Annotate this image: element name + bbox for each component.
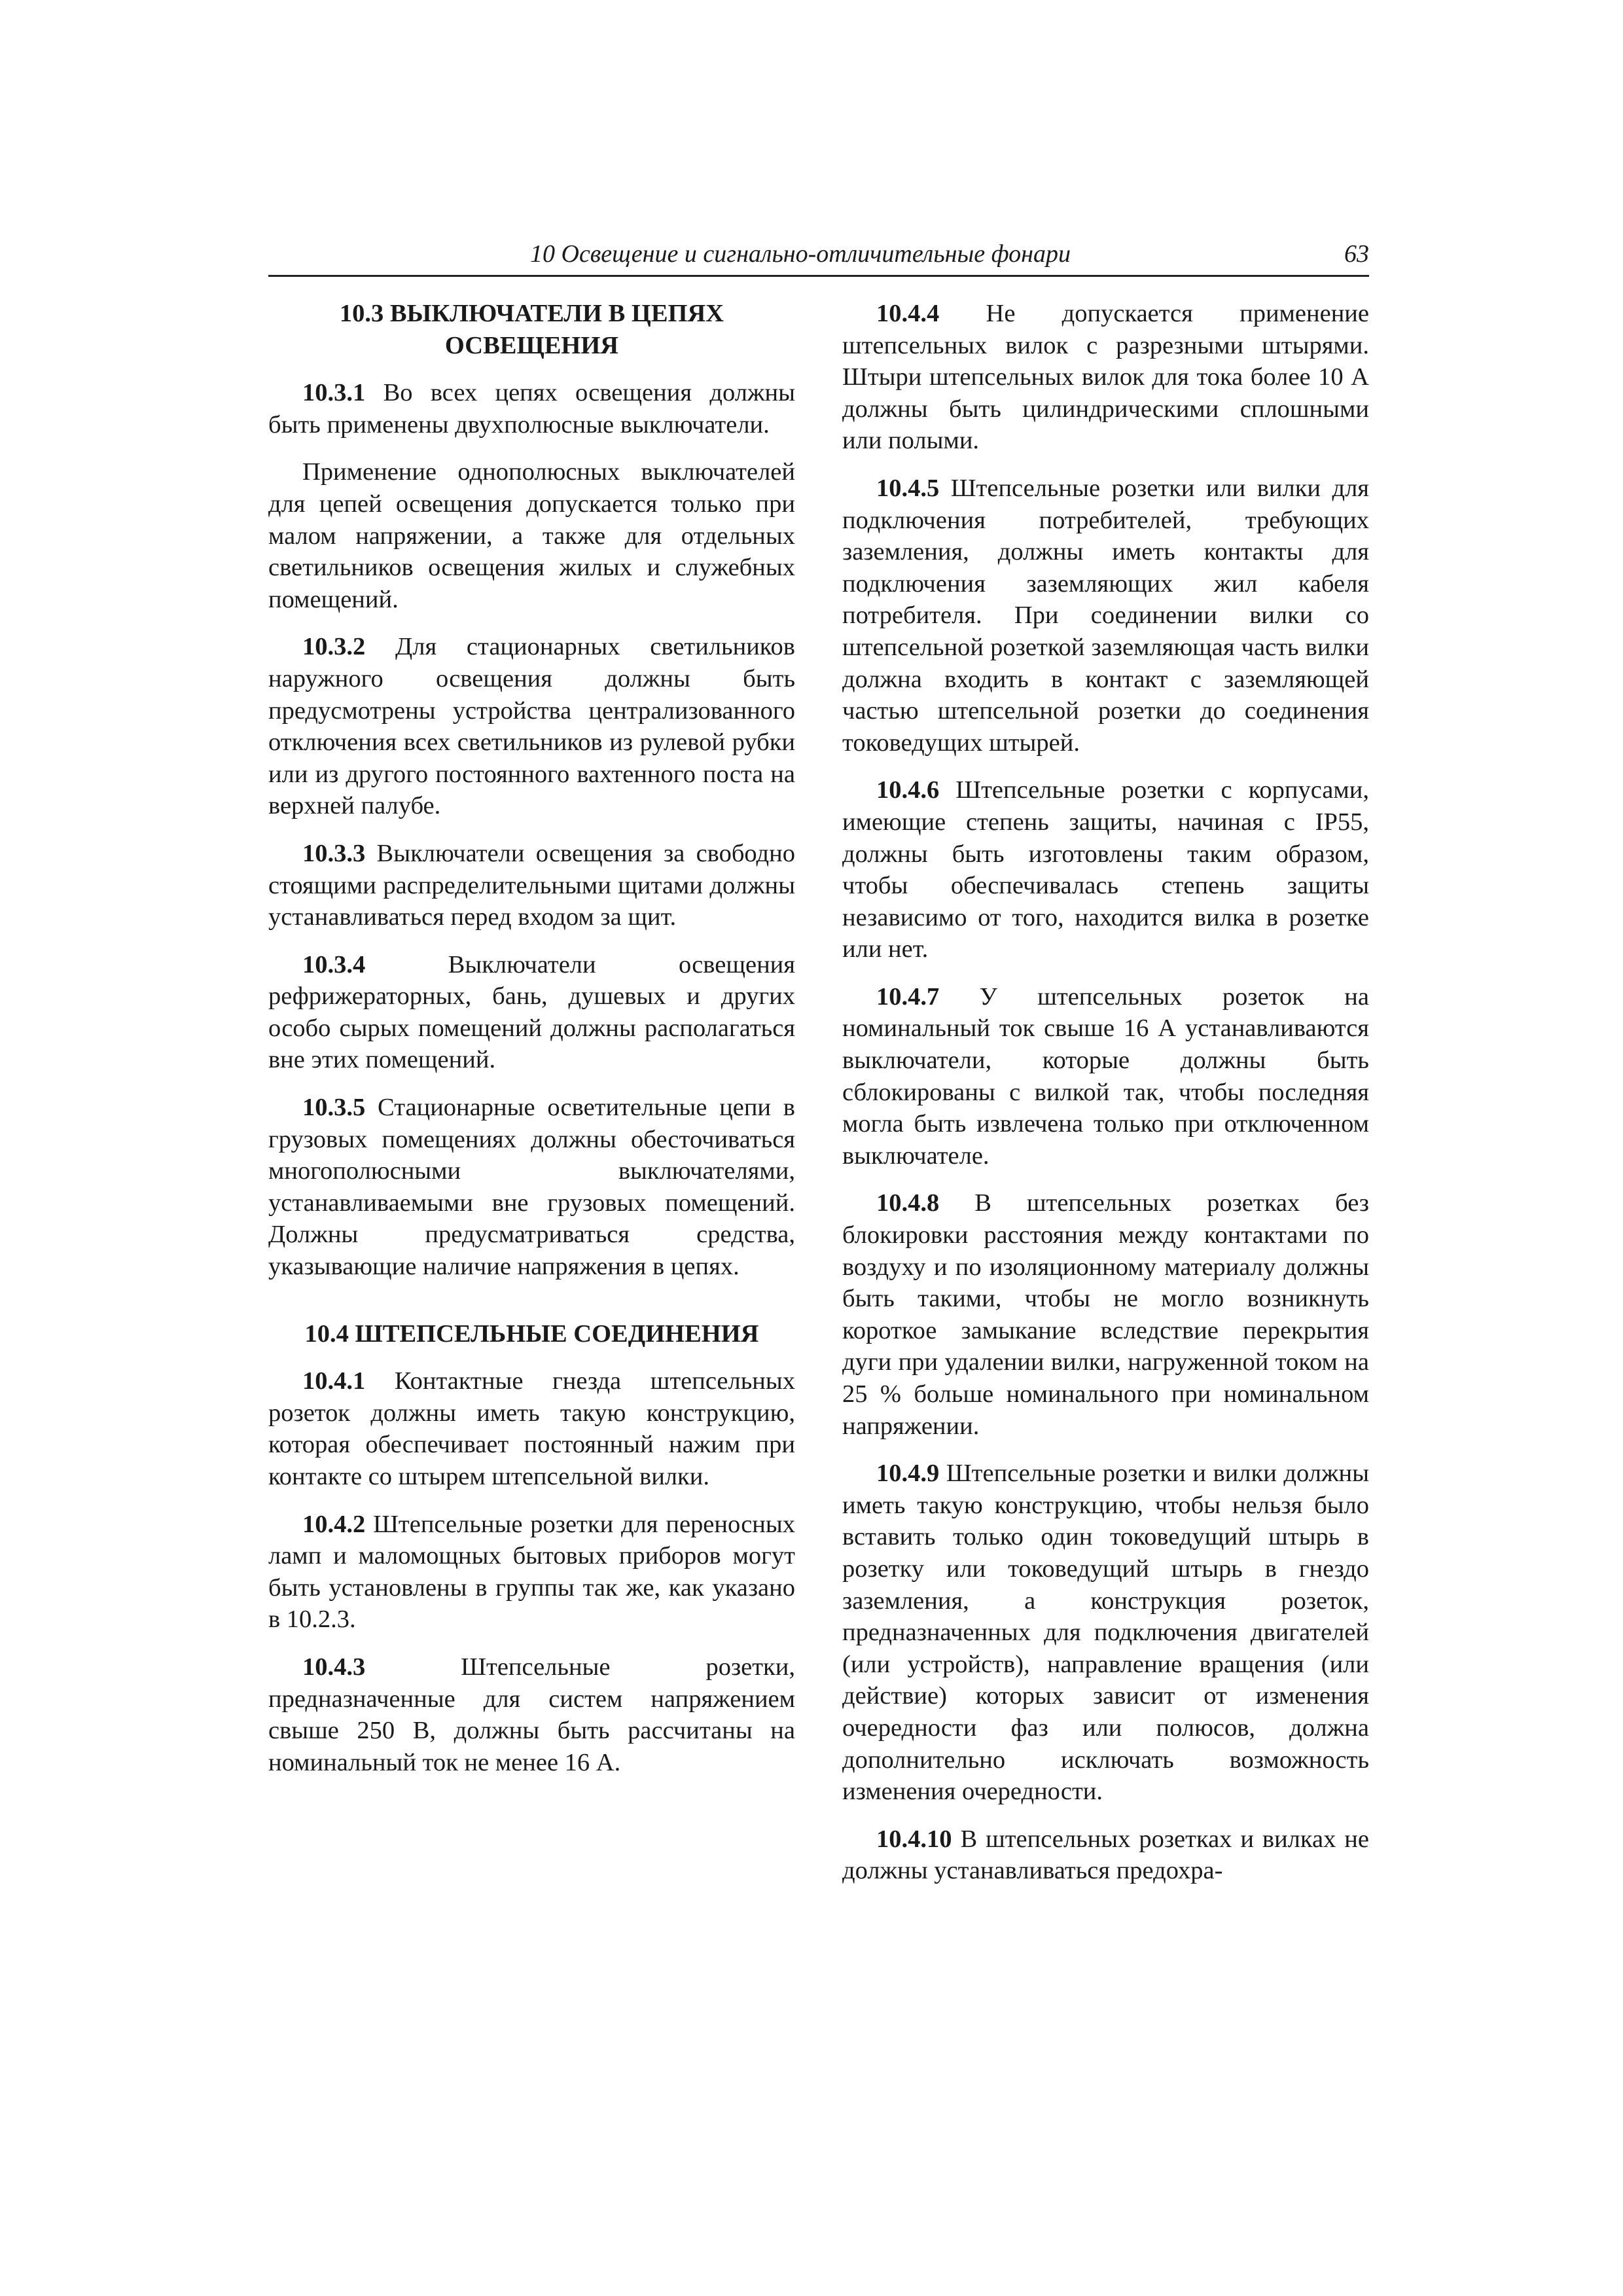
page-header [268,237,1369,277]
clause-text: Стационарные осветительные цепи в грузовых помещениях должны обесточиваться многополюсными выключателями, устанавливаемыми вне грузовых помещений. Должны предусматриваться средства, указывающие наличие напряжения в цепях. [268,1094,795,1281]
clause-text: Не допускается применение штепсельных вилок с разрезными штырями. Штыри штепсельных вилок для тока более 10 А должны быть цилиндрическими сплошными или полыми. [842,300,1369,455]
clause-number: 10.3.5 [302,1094,366,1122]
clause-text: В штепсельных розетках без блокировки расстояния между контактами по воздуху и по изоляционному материалу должны быть такими, чтобы не могло возникнуть короткое замыкание вследствие перекрытия дуги при удалении вилки, нагруженной током на 25 % больше номинального при номинальном напряжении. [842,1189,1369,1440]
clause-text: Выключатели освещения рефрижераторных, бань, душевых и других особо сырых помещений должны располагаться вне этих помещений. [268,950,795,1074]
clause-text: Штепсельные розетки или вилки для подключения потребителей, требующих заземления, должны иметь контакты для подключения заземляющих жил кабеля потребителя. При соединении вилки со штепсельной розеткой заземляющая часть вилки должна входить в контакт с заземляющей частью штепсельной розетки до соединения токоведущих штырей. [842,474,1369,757]
clause-number: 10.4.10 [876,1825,952,1853]
clause-number: 10.4.2 [302,1510,366,1538]
section-heading-10-4: 10.4 ШТЕПСЕЛЬНЫЕ СОЕДИНЕНИЯ [304,1319,759,1348]
paragraph-10-3-3 [268,838,795,933]
clause-number: 10.4.5 [876,474,940,502]
clause-number: 10.4.4 [876,300,940,327]
running-title: 10 Освещение и сигнально-отличительные фонари [530,240,1071,268]
paragraph-10-4-6 [842,774,1369,965]
clause-number: 10.3.4 [302,950,366,978]
clause-text: Штепсельные розетки, предназначенные для систем напряжением свыше 250 В, должны быть рассчитаны на номинальный ток не менее 16 А. [268,1653,795,1776]
paragraph-10-4-1 [268,1365,795,1492]
paragraph-10-3-5 [268,1092,795,1283]
paragraph-10-4-9 [842,1458,1369,1808]
clause-text: У штепсельных розеток на номинальный ток свыше 16 А устанавливаются выключатели, которые должны быть сблокированы с вилкой так, чтобы последняя могла быть извлечена только при отключенном выключателе. [842,982,1369,1170]
section-heading-10-3: 10.3 ВЫКЛЮЧАТЕЛИ В ЦЕПЯХ ОСВЕЩЕНИЯ [339,300,724,359]
clause-text: Во всех цепях освещения должны быть применены двухполюсные выключатели. [268,379,795,439]
clause-text: Штепсельные розетки с корпусами, имеющие степень защиты, начиная с IP55, должны быть изготовлены таким образом, чтобы обеспечивалась степень защиты независимо от того, находится вилка в розетке или нет. [842,776,1369,963]
paragraph-10-4-10 [842,1823,1369,1887]
clause-number: 10.3.1 [302,379,366,407]
clause-number: 10.4.8 [876,1189,940,1217]
clause-text: В штепсельных розетках и вилках не должны устанавливаться предохра- [842,1825,1369,1885]
paragraph-10-4-8 [842,1187,1369,1442]
paragraph-10-3-4 [268,949,795,1076]
right-column [842,298,1369,1903]
clause-number: 10.3.2 [302,633,366,661]
paragraph-10-4-7 [842,981,1369,1172]
clause-text: Для стационарных светильников наружного освещения должны быть предусмотрены устройства централизованного отключения всех светильников из рулевой рубки или из другого постоянного вахтенного поста на верхней палубе. [268,633,795,820]
paragraph-10-4-3 [268,1651,795,1778]
clause-number: 10.4.7 [876,982,940,1011]
clause-number: 10.4.1 [302,1367,366,1395]
clause-number: 10.3.3 [302,839,366,867]
clause-number: 10.4.6 [876,776,940,804]
page-number: 63 [1344,240,1369,268]
paragraph-10-4-4 [842,298,1369,457]
clause-text: Выключатели освещения за свободно стоящими распределительными щитами должны устанавливаться перед входом за щит. [268,839,795,931]
clause-text: Штепсельные розетки для переносных ламп и маломощных бытовых приборов могут быть установлены в группы так же, как указано в 10.2.3. [268,1510,795,1634]
clause-text: Штепсельные розетки и вилки должны иметь такую конструкцию, чтобы нельзя было вставить только один токоведущий штырь в розетку или токоведущий штырь в гнездо заземления, а конструкция розеток, предназначенных для подключения двигателей (или устройств), направление вращения (или действие) которых зависит от изменения очередности фаз или полюсов, должна дополнительно исключать возможность изменения очередности. [842,1460,1369,1806]
paragraph-10-3-1 [268,377,795,440]
paragraph-10-3-1-continued: Применение однополюсных выключателей для цепей освещения допускается только при малом напряжении, а также для отдельных светильников освещения жилых и служебных помещений. [268,458,795,613]
paragraph-10-3-2 [268,631,795,822]
paragraph-10-4-2 [268,1509,795,1636]
left-column [268,298,795,1794]
clause-number: 10.4.9 [876,1460,940,1488]
paragraph-10-4-5 [842,473,1369,759]
clause-text: Контактные гнезда штепсельных розеток должны иметь такую конструкцию, которая обеспечивает постоянный нажим при контакте со штырем штепсельной вилки. [268,1367,795,1490]
clause-number: 10.4.3 [302,1653,366,1681]
